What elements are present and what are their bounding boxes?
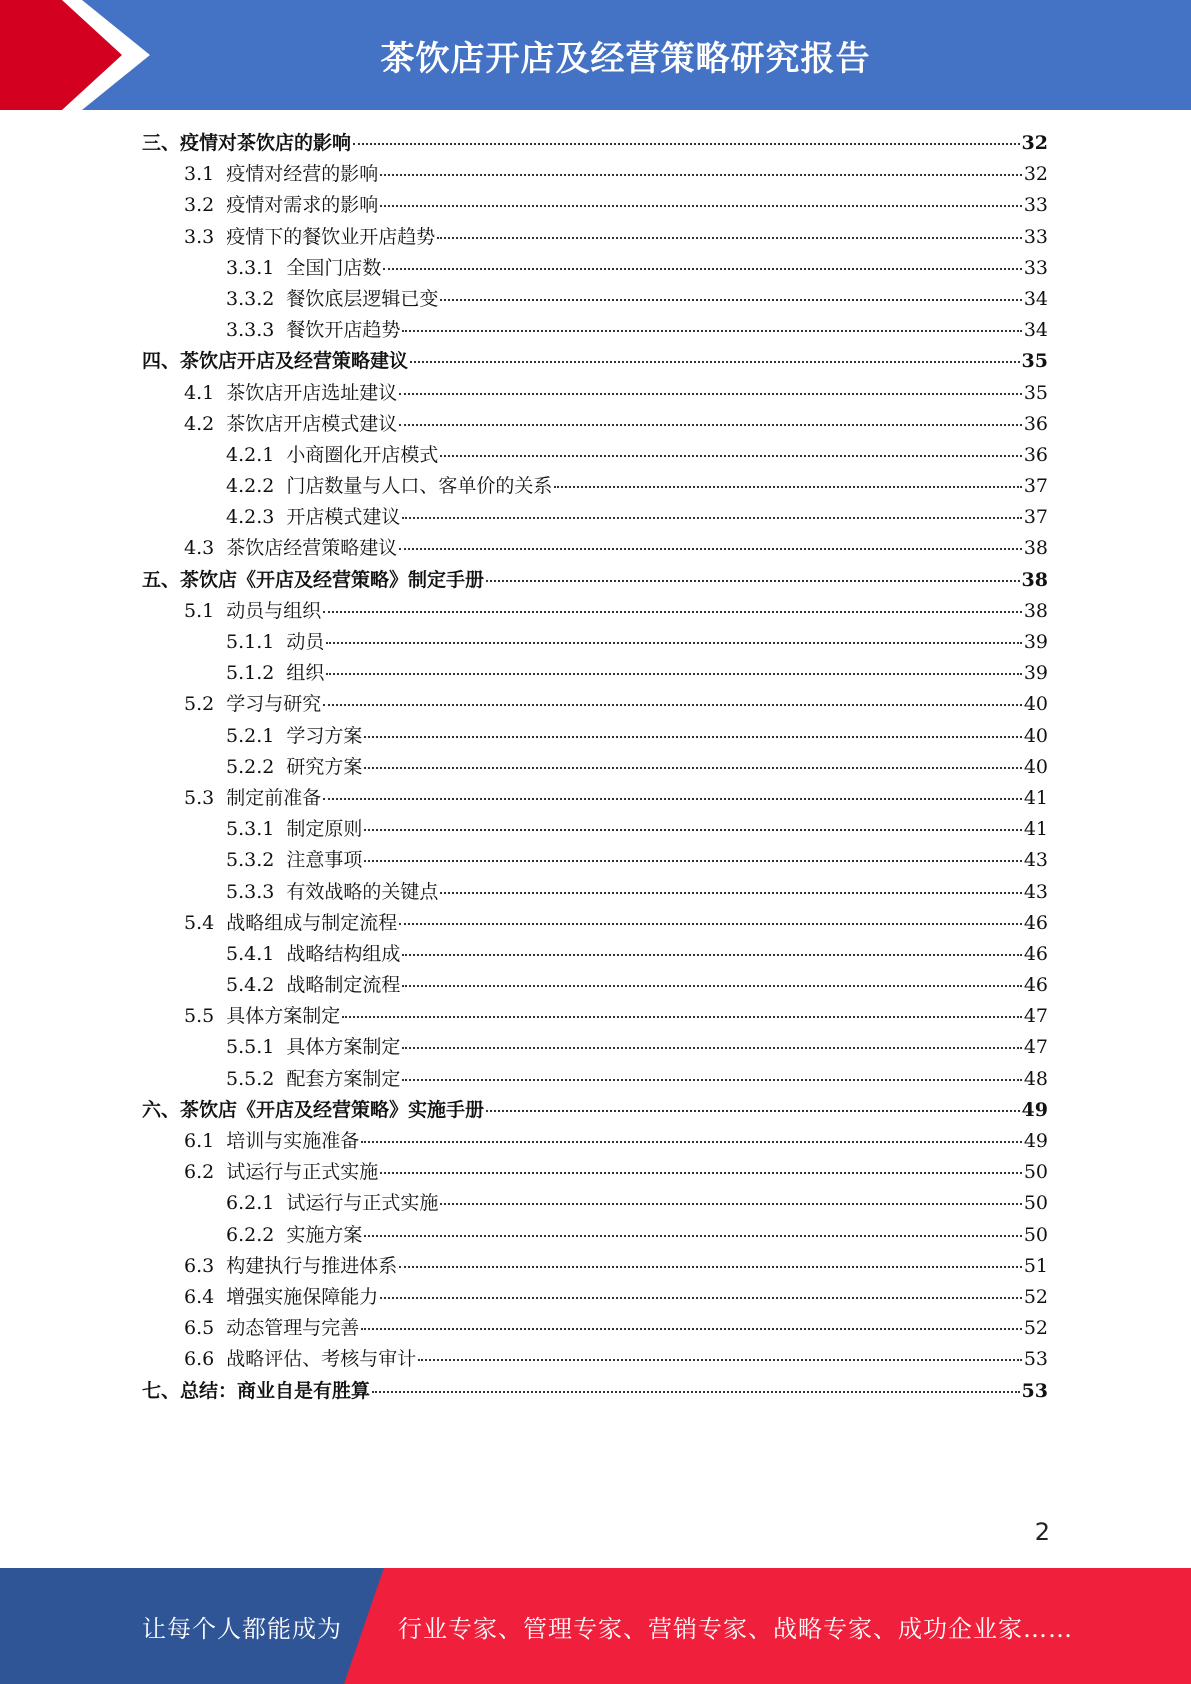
toc-section-row[interactable] <box>142 533 1048 564</box>
toc-dot-leader <box>399 1266 1022 1268</box>
toc-dot-leader <box>437 237 1022 239</box>
toc-dot-leader <box>486 1110 1020 1112</box>
toc-entry-title: 餐饮底层逻辑已变 <box>286 287 439 310</box>
toc-entry-label <box>226 939 400 966</box>
toc-entry-label <box>226 845 362 872</box>
toc-entry-title: 动员与组织 <box>226 599 322 622</box>
toc-section-row[interactable] <box>142 1001 1048 1032</box>
toc-section-row[interactable] <box>142 658 1048 689</box>
toc-section-row[interactable] <box>142 783 1048 814</box>
toc-entry-label <box>184 1251 397 1278</box>
toc-entry-number: 5.2.1 <box>226 724 275 747</box>
toc-entry-label <box>226 1188 438 1215</box>
toc-dot-leader <box>554 486 1021 488</box>
toc-entry-label <box>184 409 397 436</box>
toc-page-number: 43 <box>1023 849 1048 872</box>
toc-entry-label <box>226 814 362 841</box>
toc-page-number: 40 <box>1023 693 1048 716</box>
toc-dot-leader <box>440 299 1021 301</box>
toc-section-row[interactable] <box>142 253 1048 284</box>
toc-entry-number: 4.2.3 <box>226 506 275 529</box>
toc-dot-leader <box>323 611 1022 613</box>
toc-page-number: 39 <box>1023 662 1048 685</box>
toc-entry-number: 5.1 <box>184 599 215 622</box>
toc-section-row[interactable] <box>142 440 1048 471</box>
toc-section-row[interactable] <box>142 1282 1048 1313</box>
toc-dot-leader <box>323 704 1022 706</box>
toc-chapter-row[interactable] <box>142 565 1048 596</box>
toc-entry-number: 5.3.3 <box>226 880 275 903</box>
toc-entry-number: 6.5 <box>184 1317 215 1340</box>
toc-dot-leader <box>353 143 1020 145</box>
toc-section-row[interactable] <box>142 502 1048 533</box>
toc-page-number: 40 <box>1023 755 1048 778</box>
toc-entry-label <box>184 783 321 810</box>
toc-dot-leader <box>440 455 1021 457</box>
toc-dot-leader <box>410 361 1020 363</box>
toc-dot-leader <box>364 1235 1021 1237</box>
toc-section-row[interactable] <box>142 284 1048 315</box>
toc-dot-leader <box>486 580 1020 582</box>
toc-page-number: 32 <box>1023 163 1048 186</box>
toc-entry-number: 6.2.1 <box>226 1192 275 1215</box>
toc-dot-leader <box>361 1328 1022 1330</box>
toc-page-number: 49 <box>1023 1130 1048 1152</box>
toc-dot-leader <box>402 985 1021 987</box>
report-title: 茶饮店开店及经营策略研究报告 <box>380 38 871 79</box>
toc-entry-title: 茶饮店经营策略建议 <box>226 537 398 560</box>
toc-section-row[interactable] <box>142 1220 1048 1251</box>
toc-entry-title: 七、总结：商业自是有胜算 <box>142 1379 371 1402</box>
toc-page-number: 34 <box>1023 287 1048 310</box>
toc-page-number: 33 <box>1023 225 1048 248</box>
toc-entry-title: 构建执行与推进体系 <box>226 1254 398 1277</box>
toc-dot-leader <box>326 642 1021 644</box>
toc-page-number: 36 <box>1023 443 1048 466</box>
toc-entry-label <box>226 502 400 529</box>
footer-slogan-left: 让每个人都能成为 <box>142 1614 342 1643</box>
toc-entry-title: 战略组成与制定流程 <box>226 911 398 934</box>
toc-entry-number: 5.3 <box>184 786 215 809</box>
toc-entry-label <box>226 658 324 685</box>
toc-entry-title: 战略评估、考核与审计 <box>226 1348 417 1371</box>
toc-page-number: 41 <box>1023 818 1048 841</box>
toc-dot-leader <box>364 829 1021 831</box>
toc-page-number: 32 <box>1021 132 1048 154</box>
toc-dot-leader <box>364 767 1021 769</box>
toc-page-number: 50 <box>1023 1223 1048 1246</box>
toc-dot-leader <box>364 736 1021 738</box>
toc-entry-number: 5.2.2 <box>226 755 275 778</box>
toc-page-number: 35 <box>1021 350 1048 373</box>
toc-section-row[interactable] <box>142 596 1048 627</box>
toc-dot-leader <box>402 1079 1021 1081</box>
toc-entry-title: 疫情对经营的影响 <box>226 163 379 186</box>
toc-entry-number: 5.4.1 <box>226 942 275 965</box>
toc-section-row[interactable] <box>142 877 1048 908</box>
toc-chapter-row[interactable] <box>142 1095 1048 1126</box>
toc-entry-title: 四、茶饮店开店及经营策略建议 <box>142 350 409 373</box>
toc-entry-label <box>184 1126 359 1153</box>
toc-entry-label <box>184 1344 416 1371</box>
toc-entry-title: 餐饮开店趋势 <box>286 319 401 342</box>
toc-entry-number: 3.2 <box>184 194 215 217</box>
toc-entry-label <box>184 908 397 935</box>
toc-entry-label <box>142 1376 370 1403</box>
toc-dot-leader <box>323 798 1022 800</box>
toc-entry-title: 制定前准备 <box>226 786 322 809</box>
toc-entry-title: 具体方案制定 <box>226 1005 341 1028</box>
toc-entry-label <box>226 471 552 498</box>
toc-page-number: 38 <box>1021 568 1048 591</box>
toc-section-row[interactable] <box>142 1313 1048 1344</box>
toc-entry-label <box>184 1157 378 1184</box>
toc-dot-leader <box>372 1391 1020 1393</box>
toc-section-row[interactable] <box>142 1251 1048 1282</box>
toc-entry-title: 注意事项 <box>286 849 363 872</box>
toc-section-row[interactable] <box>142 1032 1048 1063</box>
toc-page-number: 47 <box>1023 1005 1048 1028</box>
toc-entry-label <box>226 315 400 342</box>
toc-entry-label <box>184 1282 378 1309</box>
page-footer <box>0 1568 1191 1684</box>
toc-dot-leader <box>383 268 1021 270</box>
toc-chapter-row[interactable] <box>142 1376 1048 1407</box>
toc-section-row[interactable] <box>142 908 1048 939</box>
toc-entry-label <box>226 877 438 904</box>
toc-entry-label <box>184 159 378 186</box>
toc-section-row[interactable] <box>142 159 1048 190</box>
toc-entry-number: 4.2 <box>184 412 215 435</box>
toc-page-number: 36 <box>1023 412 1048 435</box>
toc-entry-label <box>226 721 362 748</box>
toc-dot-leader <box>418 1359 1022 1361</box>
toc-entry-label <box>226 440 438 467</box>
toc-page-number: 52 <box>1023 1285 1048 1308</box>
toc-entry-number: 3.3.3 <box>226 319 275 342</box>
toc-page-number: 35 <box>1023 381 1048 404</box>
toc-page-number: 38 <box>1023 537 1048 560</box>
toc-section-row[interactable] <box>142 689 1048 720</box>
toc-page-number: 43 <box>1023 880 1048 903</box>
toc-page-number: 51 <box>1023 1254 1048 1277</box>
toc-page-number: 46 <box>1023 942 1048 965</box>
toc-section-row[interactable] <box>142 378 1048 409</box>
toc-section-row[interactable] <box>142 939 1048 970</box>
toc-entry-title: 动态管理与完善 <box>226 1317 360 1340</box>
toc-entry-title: 五、茶饮店《开店及经营策略》制定手册 <box>142 568 485 591</box>
toc-entry-title: 有效战略的关键点 <box>286 880 439 903</box>
toc-page-number: 50 <box>1023 1192 1048 1215</box>
toc-entry-label <box>226 627 324 654</box>
toc-page-number: 47 <box>1023 1036 1048 1059</box>
toc-entry-label <box>226 1064 400 1091</box>
toc-dot-leader <box>380 1297 1022 1299</box>
toc-section-row[interactable] <box>142 1344 1048 1375</box>
toc-entry-title: 三、疫情对茶饮店的影响 <box>142 132 352 154</box>
toc-entry-number: 6.3 <box>184 1254 215 1277</box>
toc-page-number: 46 <box>1023 974 1048 997</box>
toc-section-row[interactable] <box>142 752 1048 783</box>
toc-page-number: 48 <box>1023 1067 1048 1090</box>
toc-entry-number: 5.3.2 <box>226 849 275 872</box>
toc-chapter-row[interactable] <box>142 128 1048 159</box>
toc-dot-leader <box>402 954 1021 956</box>
toc-entry-number: 6.1 <box>184 1130 215 1152</box>
toc-dot-leader <box>380 205 1022 207</box>
toc-page-number: 39 <box>1023 631 1048 653</box>
toc-page-number: 53 <box>1023 1348 1048 1371</box>
table-of-contents <box>142 128 1048 1407</box>
toc-entry-label <box>184 1001 340 1028</box>
toc-entry-title: 学习与研究 <box>226 693 322 716</box>
toc-entry-title: 战略制定流程 <box>286 974 401 997</box>
toc-entry-title: 试运行与正式实施 <box>226 1161 379 1184</box>
toc-entry-label <box>226 1220 362 1247</box>
toc-entry-number: 3.3 <box>184 225 215 248</box>
toc-dot-leader <box>399 548 1022 550</box>
toc-entry-title: 实施方案 <box>286 1223 363 1246</box>
toc-dot-leader <box>380 174 1022 176</box>
toc-entry-label <box>142 346 408 373</box>
footer-slogan-right: 行业专家、管理专家、营销专家、战略专家、成功企业家…… <box>398 1614 1073 1643</box>
toc-entry-number: 5.5.1 <box>226 1036 275 1059</box>
toc-entry-title: 具体方案制定 <box>286 1036 401 1059</box>
toc-entry-title: 战略结构组成 <box>286 942 401 965</box>
toc-page-number: 40 <box>1023 724 1048 747</box>
toc-entry-title: 学习方案 <box>286 724 363 747</box>
toc-entry-title: 动员 <box>286 631 325 653</box>
toc-dot-leader <box>440 1203 1021 1205</box>
toc-page-number: 50 <box>1023 1161 1048 1184</box>
toc-entry-title: 增强实施保障能力 <box>226 1285 379 1308</box>
toc-entry-number: 5.4.2 <box>226 974 275 997</box>
toc-chapter-row[interactable] <box>142 346 1048 377</box>
toc-entry-number: 5.1.1 <box>226 631 275 653</box>
page-number: 2 <box>1034 1518 1050 1546</box>
toc-dot-leader <box>399 393 1022 395</box>
toc-section-row[interactable] <box>142 190 1048 221</box>
toc-entry-label <box>142 565 484 592</box>
toc-section-row[interactable] <box>142 222 1048 253</box>
toc-entry-number: 6.2.2 <box>226 1223 275 1246</box>
toc-entry-title: 制定原则 <box>286 818 363 841</box>
toc-entry-label <box>184 378 397 405</box>
toc-entry-number: 5.2 <box>184 693 215 716</box>
toc-entry-label <box>142 128 351 155</box>
toc-entry-number: 4.2.2 <box>226 475 275 498</box>
toc-dot-leader <box>399 424 1022 426</box>
toc-entry-label <box>184 222 435 249</box>
toc-entry-number: 3.3.1 <box>226 256 275 279</box>
toc-entry-number: 4.1 <box>184 381 215 404</box>
toc-dot-leader <box>440 892 1021 894</box>
toc-entry-title: 疫情下的餐饮业开店趋势 <box>226 225 436 248</box>
toc-entry-label <box>142 1095 484 1122</box>
toc-dot-leader <box>361 1141 1022 1143</box>
toc-entry-title: 茶饮店开店选址建议 <box>226 381 398 404</box>
toc-entry-label <box>226 752 362 779</box>
toc-entry-title: 试运行与正式实施 <box>286 1192 439 1215</box>
toc-entry-title: 门店数量与人口、客单价的关系 <box>286 475 553 498</box>
toc-entry-label <box>226 253 381 280</box>
toc-section-row[interactable] <box>142 1188 1048 1219</box>
toc-entry-number: 6.4 <box>184 1285 215 1308</box>
toc-entry-number: 6.6 <box>184 1348 215 1371</box>
toc-entry-number: 4.3 <box>184 537 215 560</box>
toc-entry-title: 小商圈化开店模式 <box>286 443 439 466</box>
toc-entry-title: 全国门店数 <box>286 256 382 279</box>
toc-dot-leader <box>342 1016 1022 1018</box>
toc-dot-leader <box>402 517 1021 519</box>
toc-entry-title: 六、茶饮店《开店及经营策略》实施手册 <box>142 1098 485 1121</box>
toc-section-row[interactable] <box>142 1126 1048 1157</box>
toc-dot-leader <box>402 1047 1021 1049</box>
toc-section-row[interactable] <box>142 845 1048 876</box>
toc-page-number: 41 <box>1023 786 1048 809</box>
toc-entry-number: 5.3.1 <box>226 818 275 841</box>
toc-entry-title: 配套方案制定 <box>286 1067 401 1090</box>
toc-dot-leader <box>402 330 1021 332</box>
toc-section-row[interactable] <box>142 627 1048 658</box>
toc-page-number: 37 <box>1023 475 1048 498</box>
toc-entry-number: 5.5 <box>184 1005 215 1028</box>
page-header <box>0 0 1191 110</box>
toc-entry-label <box>184 533 397 560</box>
toc-entry-title: 开店模式建议 <box>286 506 401 529</box>
toc-dot-leader <box>399 923 1022 925</box>
toc-dot-leader <box>364 860 1021 862</box>
toc-section-row[interactable] <box>142 1064 1048 1095</box>
toc-page-number: 38 <box>1023 599 1048 622</box>
toc-entry-title: 组织 <box>286 662 325 685</box>
toc-entry-title: 茶饮店开店模式建议 <box>226 412 398 435</box>
toc-entry-number: 5.1.2 <box>226 662 275 685</box>
toc-entry-number: 5.4 <box>184 911 215 934</box>
toc-section-row[interactable] <box>142 409 1048 440</box>
toc-entry-label <box>226 970 400 997</box>
toc-entry-label <box>184 1313 359 1340</box>
toc-entry-number: 4.2.1 <box>226 443 275 466</box>
toc-page-number: 33 <box>1023 194 1048 217</box>
toc-dot-leader <box>326 673 1021 675</box>
toc-section-row[interactable] <box>142 315 1048 346</box>
toc-entry-title: 研究方案 <box>286 755 363 778</box>
toc-dot-leader <box>380 1172 1022 1174</box>
toc-section-row[interactable] <box>142 721 1048 752</box>
toc-section-row[interactable] <box>142 471 1048 502</box>
toc-page-number: 53 <box>1021 1379 1048 1402</box>
toc-entry-title: 培训与实施准备 <box>226 1130 360 1152</box>
toc-section-row[interactable] <box>142 970 1048 1001</box>
toc-entry-number: 3.3.2 <box>226 287 275 310</box>
toc-entry-number: 3.1 <box>184 163 215 186</box>
toc-entry-number: 5.5.2 <box>226 1067 275 1090</box>
toc-entry-title: 疫情对需求的影响 <box>226 194 379 217</box>
toc-entry-label <box>226 284 438 311</box>
toc-entry-number: 6.2 <box>184 1161 215 1184</box>
toc-section-row[interactable] <box>142 814 1048 845</box>
toc-page-number: 52 <box>1023 1317 1048 1340</box>
toc-page-number: 33 <box>1023 256 1048 279</box>
toc-page-number: 49 <box>1021 1098 1048 1121</box>
toc-page-number: 37 <box>1023 506 1048 529</box>
toc-entry-label <box>184 596 321 623</box>
toc-page-number: 34 <box>1023 319 1048 342</box>
toc-section-row[interactable] <box>142 1157 1048 1188</box>
toc-entry-label <box>184 689 321 716</box>
toc-entry-label <box>184 190 378 217</box>
toc-page-number: 46 <box>1023 911 1048 934</box>
toc-entry-label <box>226 1032 400 1059</box>
